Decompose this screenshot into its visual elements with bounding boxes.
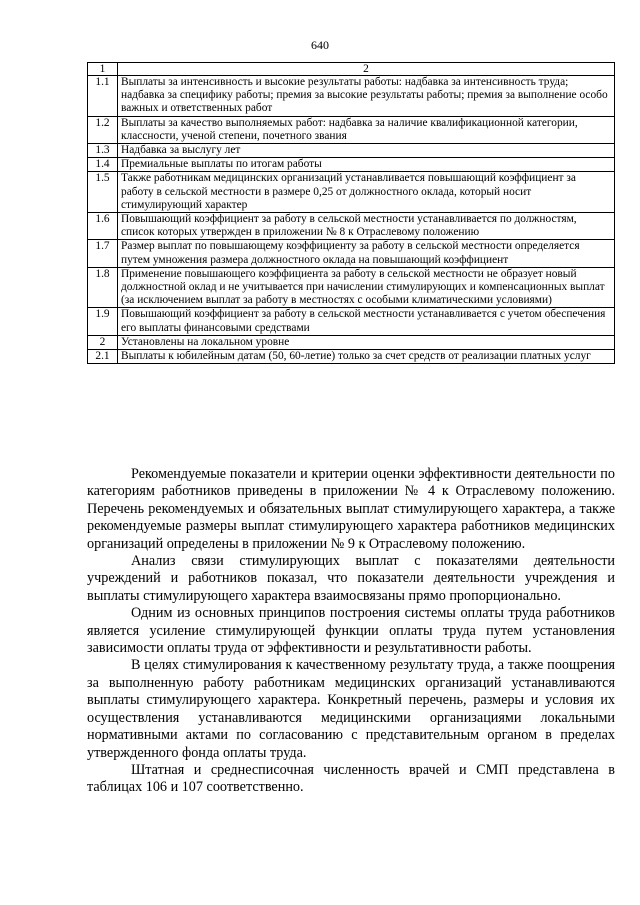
row-number: 1.1 <box>88 76 118 117</box>
row-text: Также работникам медицинских организаций устанавливается повышающий коэффициент за работу в сельской местности в размере 0,25 от должностного оклада, который носит стимулирующий характер <box>118 172 615 213</box>
paragraph: В целях стимулирования к качественному результату труда, а также поощрения за выполненную работу работникам медицинских организаций устанавливаются выплаты стимулирующего характера. Конкретный перечень, размеры и условия их осуществления устанавливаются медицинскими организациями локальными нормативными актами по согласованию с представительным органом в пределах утвержденного фонда оплаты труда. <box>87 657 615 761</box>
row-number: 1.2 <box>88 116 118 143</box>
row-number: 1.9 <box>88 308 118 335</box>
row-text: Премиальные выплаты по итогам работы <box>118 158 615 172</box>
payments-table <box>87 62 615 364</box>
row-text: Повышающий коэффициент за работу в сельской местности устанавливается с учетом обеспечения его выплаты финансовыми средствами <box>118 308 615 335</box>
paragraph: Анализ связи стимулирующих выплат с показателями деятельности учреждений и работников показал, что показатели деятельности учреждения и выплаты стимулирующего характера взаимосвязаны прямо пропорционально. <box>87 553 615 604</box>
row-number: 2.1 <box>88 350 118 364</box>
paragraph: Одним из основных принципов построения системы оплаты труда работников является усиление стимулирующей функции оплаты труда путем установления зависимости оплаты труда от эффективности и результативности работы. <box>87 605 615 657</box>
paragraph: Рекомендуемые показатели и критерии оценки эффективности деятельности по категориям работников приведены в приложении № 4 к Отраслевому положению. Перечень рекомендуемых и обязательных выплат стимулирующего характера, а также рекомендуемые размеры выплат стимулирующего характера работников медицинских организаций определены в приложении № 9 к Отраслевому положению. <box>87 466 615 552</box>
table-row <box>88 308 615 335</box>
row-text: Выплаты к юбилейным датам (50, 60-летие) только за счет средств от реализации платных услуг <box>118 350 615 364</box>
table-header-row <box>88 63 615 76</box>
row-text: Установлены на локальном уровне <box>118 335 615 349</box>
table-row <box>88 116 615 143</box>
table-row <box>88 172 615 213</box>
row-text: Размер выплат по повышающему коэффициенту за работу в сельской местности определяется путем умножения размера должностного оклада на повышающий коэффициент <box>118 240 615 267</box>
row-number: 1.6 <box>88 213 118 240</box>
row-text: Повышающий коэффициент за работу в сельской местности устанавливается по должностям, список которых утвержден в приложении № 8 к Отраслевому положению <box>118 213 615 240</box>
body-text <box>87 466 615 797</box>
row-text: Выплаты за качество выполняемых работ: надбавка за наличие квалификационной категории, классности, ученой степени, почетного звания <box>118 116 615 143</box>
table-row <box>88 213 615 240</box>
table-row <box>88 158 615 172</box>
table-row <box>88 76 615 117</box>
row-number: 1.8 <box>88 267 118 308</box>
row-number: 1.7 <box>88 240 118 267</box>
row-number: 1.3 <box>88 144 118 158</box>
page-number: 640 <box>311 38 329 52</box>
header-cell-num: 1 <box>88 63 118 76</box>
table-row <box>88 267 615 308</box>
row-text: Применение повышающего коэффициента за работу в сельской местности не образует новый должностной оклад и не учитывается при начислении стимулирующих и компенсационных выплат (за исключением выплат за работу в местностях с особыми климатическими условиями) <box>118 267 615 308</box>
table-row <box>88 335 615 349</box>
row-text: Выплаты за интенсивность и высокие результаты работы: надбавка за интенсивность труда; надбавка за специфику работы; премия за высокие результаты работы; премия за выполнение особо важных и ответственных работ <box>118 76 615 117</box>
row-number: 1.4 <box>88 158 118 172</box>
paragraph: Штатная и среднесписочная численность врачей и СМП представлена в таблицах 106 и 107 соответственно. <box>87 761 615 796</box>
row-number: 1.5 <box>88 172 118 213</box>
table-row <box>88 144 615 158</box>
row-text: Надбавка за выслугу лет <box>118 144 615 158</box>
table-row <box>88 350 615 364</box>
row-number: 2 <box>88 335 118 349</box>
header-cell-text: 2 <box>118 63 615 76</box>
table-row <box>88 240 615 267</box>
